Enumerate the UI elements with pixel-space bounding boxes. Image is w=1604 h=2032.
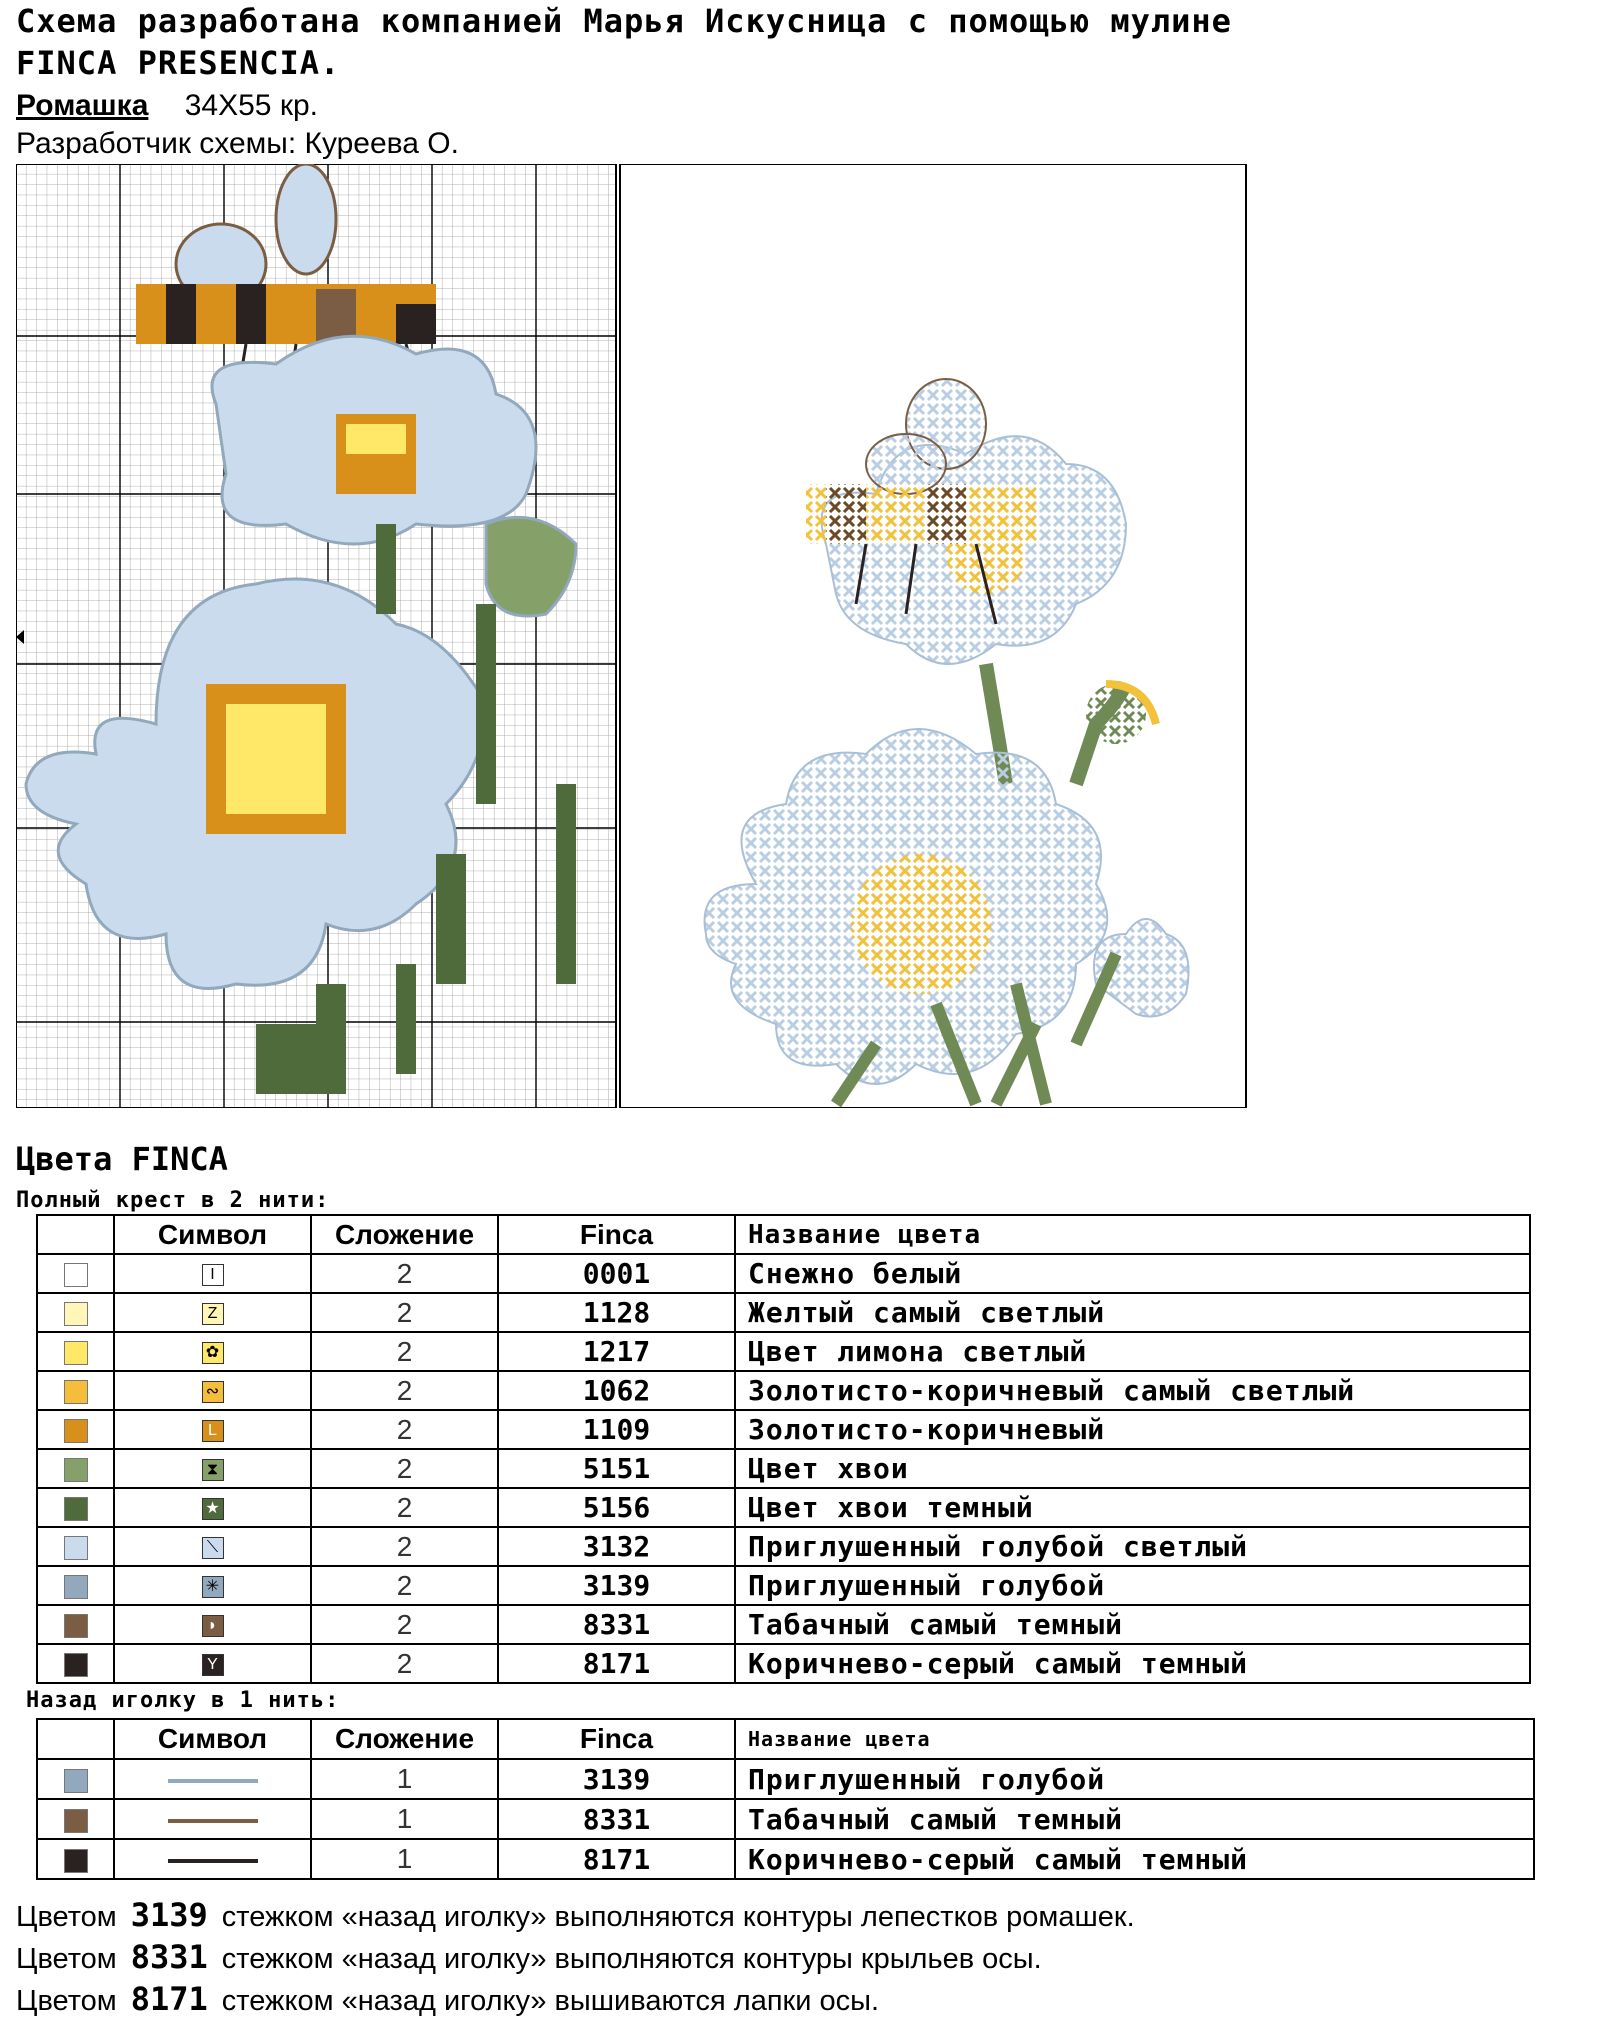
backstitch-title: Назад иголку в 1 нить: bbox=[26, 1688, 340, 1713]
code-header: Finca bbox=[498, 1719, 735, 1759]
strands-cell: 2 bbox=[311, 1410, 498, 1449]
name-cell: Золотисто-коричневый bbox=[735, 1410, 1530, 1449]
color-swatch-cell bbox=[37, 1839, 114, 1879]
color-swatch bbox=[64, 1575, 88, 1599]
note-line bbox=[16, 1895, 1135, 1937]
color-row bbox=[37, 1566, 1530, 1605]
symbol-header: Символ bbox=[114, 1719, 311, 1759]
note-line bbox=[16, 1937, 1042, 1979]
symbol-glyph: ∾ bbox=[202, 1381, 224, 1403]
strands-cell: 2 bbox=[311, 1332, 498, 1371]
color-swatch bbox=[64, 1341, 88, 1365]
color-swatch bbox=[64, 1302, 88, 1326]
full-cross-header-row bbox=[37, 1215, 1530, 1254]
line-symbol bbox=[168, 1779, 258, 1783]
symbol-cell bbox=[114, 1644, 311, 1683]
symbol-cell bbox=[114, 1371, 311, 1410]
note-line bbox=[16, 1979, 879, 2021]
color-swatch bbox=[64, 1458, 88, 1482]
code-cell: 3139 bbox=[498, 1566, 735, 1605]
symbol-cell bbox=[114, 1332, 311, 1371]
header-line-2: FINCA PRESENCIA. bbox=[16, 44, 341, 82]
backstitch-body bbox=[37, 1759, 1534, 1879]
color-swatch bbox=[64, 1653, 88, 1677]
color-row bbox=[37, 1410, 1530, 1449]
note-code: 8171 bbox=[130, 1980, 208, 2018]
symbol-cell bbox=[114, 1527, 311, 1566]
code-cell: 3139 bbox=[498, 1759, 735, 1799]
note-prefix: Цветом bbox=[16, 1985, 117, 2017]
note-text: стежком «назад иголку» выполняются контуры крыльев осы. bbox=[221, 1943, 1042, 1975]
line-symbol-cell bbox=[114, 1759, 311, 1799]
line-symbol-cell bbox=[114, 1839, 311, 1879]
color-row bbox=[37, 1644, 1530, 1683]
color-swatch bbox=[64, 1419, 88, 1443]
note-text: стежком «назад иголку» выполняются контуры лепестков ромашек. bbox=[221, 1901, 1135, 1933]
color-swatch-cell bbox=[37, 1254, 114, 1293]
header-line-1: Схема разработана компанией Марья Искусница с помощью мулине bbox=[16, 2, 1232, 40]
strands-cell: 2 bbox=[311, 1527, 498, 1566]
color-row bbox=[37, 1605, 1530, 1644]
symbol-glyph: I bbox=[202, 1264, 224, 1286]
name-header: Название цвета bbox=[735, 1215, 1530, 1254]
strands-header: Сложение bbox=[311, 1215, 498, 1254]
symbol-glyph: Z bbox=[202, 1303, 224, 1325]
full-cross-body bbox=[37, 1254, 1530, 1683]
symbol-cell bbox=[114, 1566, 311, 1605]
symbol-glyph: ★ bbox=[202, 1498, 224, 1520]
pattern-chart bbox=[16, 164, 1248, 1108]
color-swatch bbox=[64, 1380, 88, 1404]
strands-cell: 1 bbox=[311, 1759, 498, 1799]
code-cell: 1217 bbox=[498, 1332, 735, 1371]
code-cell: 8171 bbox=[498, 1839, 735, 1879]
code-cell: 0001 bbox=[498, 1254, 735, 1293]
color-swatch bbox=[64, 1263, 88, 1287]
backstitch-row bbox=[37, 1799, 1534, 1839]
chart-top-daisy bbox=[212, 336, 536, 544]
symbol-glyph: ✿ bbox=[202, 1342, 224, 1364]
full-cross-table bbox=[36, 1214, 1531, 1684]
colors-title: Цвета FINCA bbox=[16, 1140, 228, 1178]
designer-line: Разработчик схемы: Куреева О. bbox=[16, 127, 459, 160]
name-cell: Золотисто-коричневый самый светлый bbox=[735, 1371, 1530, 1410]
strands-cell: 2 bbox=[311, 1605, 498, 1644]
note-prefix: Цветом bbox=[16, 1943, 117, 1975]
name-cell: Желтый самый светлый bbox=[735, 1293, 1530, 1332]
code-cell: 8171 bbox=[498, 1644, 735, 1683]
symbol-glyph: Y bbox=[202, 1654, 224, 1676]
symbol-cell bbox=[114, 1449, 311, 1488]
color-row bbox=[37, 1332, 1530, 1371]
name-header: Название цвета bbox=[735, 1719, 1534, 1759]
color-swatch-cell bbox=[37, 1488, 114, 1527]
grid-chart bbox=[16, 164, 616, 1108]
color-swatch bbox=[64, 1536, 88, 1560]
strands-cell: 2 bbox=[311, 1293, 498, 1332]
color-swatch bbox=[64, 1809, 88, 1833]
code-cell: 5156 bbox=[498, 1488, 735, 1527]
symbol-glyph: ◗ bbox=[202, 1615, 224, 1637]
color-swatch-cell bbox=[37, 1799, 114, 1839]
color-header bbox=[37, 1215, 114, 1254]
color-row bbox=[37, 1527, 1530, 1566]
backstitch-row bbox=[37, 1839, 1534, 1879]
pattern-title: Ромашка bbox=[16, 89, 149, 122]
color-swatch-cell bbox=[37, 1293, 114, 1332]
code-cell: 1109 bbox=[498, 1410, 735, 1449]
full-cross-title: Полный крест в 2 нити: bbox=[16, 1188, 330, 1213]
backstitch-table bbox=[36, 1718, 1535, 1880]
name-cell: Коричнево-серый самый темный bbox=[735, 1644, 1530, 1683]
strands-cell: 1 bbox=[311, 1799, 498, 1839]
name-cell: Цвет хвои темный bbox=[735, 1488, 1530, 1527]
color-swatch-cell bbox=[37, 1644, 114, 1683]
strands-header: Сложение bbox=[311, 1719, 498, 1759]
color-swatch bbox=[64, 1849, 88, 1873]
note-code: 8331 bbox=[130, 1938, 208, 1976]
code-cell: 5151 bbox=[498, 1449, 735, 1488]
line-symbol-cell bbox=[114, 1799, 311, 1839]
color-header bbox=[37, 1719, 114, 1759]
title-row bbox=[16, 88, 318, 124]
strands-cell: 1 bbox=[311, 1839, 498, 1879]
symbol-cell bbox=[114, 1488, 311, 1527]
color-swatch bbox=[64, 1769, 88, 1793]
name-cell: Коричнево-серый самый темный bbox=[735, 1839, 1534, 1879]
color-swatch-cell bbox=[37, 1759, 114, 1799]
name-cell: Цвет хвои bbox=[735, 1449, 1530, 1488]
name-cell: Приглушенный голубой bbox=[735, 1566, 1530, 1605]
pattern-size: 34X55 кр. bbox=[184, 89, 318, 122]
color-swatch-cell bbox=[37, 1410, 114, 1449]
color-row bbox=[37, 1449, 1530, 1488]
color-row bbox=[37, 1371, 1530, 1410]
note-code: 3139 bbox=[130, 1896, 208, 1934]
backstitch-row bbox=[37, 1759, 1534, 1799]
symbol-glyph: ✳ bbox=[202, 1576, 224, 1598]
strands-cell: 2 bbox=[311, 1371, 498, 1410]
name-cell: Табачный самый темный bbox=[735, 1799, 1534, 1839]
code-cell: 1062 bbox=[498, 1371, 735, 1410]
code-cell: 3132 bbox=[498, 1527, 735, 1566]
preview-picture bbox=[620, 164, 1246, 1108]
name-cell: Приглушенный голубой светлый bbox=[735, 1527, 1530, 1566]
name-cell: Цвет лимона светлый bbox=[735, 1332, 1530, 1371]
strands-cell: 2 bbox=[311, 1566, 498, 1605]
color-row bbox=[37, 1293, 1530, 1332]
line-symbol bbox=[168, 1819, 258, 1823]
note-prefix: Цветом bbox=[16, 1901, 117, 1933]
code-header: Finca bbox=[498, 1215, 735, 1254]
color-swatch-cell bbox=[37, 1449, 114, 1488]
symbol-cell bbox=[114, 1605, 311, 1644]
name-cell: Табачный самый темный bbox=[735, 1605, 1530, 1644]
symbol-glyph: ⧗ bbox=[202, 1459, 224, 1481]
symbol-header: Символ bbox=[114, 1215, 311, 1254]
color-swatch-cell bbox=[37, 1332, 114, 1371]
code-cell: 8331 bbox=[498, 1799, 735, 1839]
note-text: стежком «назад иголку» вышиваются лапки осы. bbox=[221, 1985, 879, 2017]
color-row bbox=[37, 1254, 1530, 1293]
strands-cell: 2 bbox=[311, 1254, 498, 1293]
color-swatch-cell bbox=[37, 1371, 114, 1410]
color-swatch-cell bbox=[37, 1605, 114, 1644]
name-cell: Приглушенный голубой bbox=[735, 1759, 1534, 1799]
code-cell: 8331 bbox=[498, 1605, 735, 1644]
line-symbol bbox=[168, 1859, 258, 1863]
symbol-glyph: ⟍ bbox=[202, 1537, 224, 1559]
strands-cell: 2 bbox=[311, 1449, 498, 1488]
name-cell: Снежно белый bbox=[735, 1254, 1530, 1293]
symbol-cell bbox=[114, 1293, 311, 1332]
color-row bbox=[37, 1488, 1530, 1527]
code-cell: 1128 bbox=[498, 1293, 735, 1332]
color-swatch-cell bbox=[37, 1566, 114, 1605]
symbol-cell bbox=[114, 1410, 311, 1449]
color-swatch bbox=[64, 1614, 88, 1638]
color-swatch-cell bbox=[37, 1527, 114, 1566]
symbol-cell bbox=[114, 1254, 311, 1293]
symbol-glyph: L bbox=[202, 1420, 224, 1442]
strands-cell: 2 bbox=[311, 1644, 498, 1683]
strands-cell: 2 bbox=[311, 1488, 498, 1527]
color-swatch bbox=[64, 1497, 88, 1521]
backstitch-header-row bbox=[37, 1719, 1534, 1759]
